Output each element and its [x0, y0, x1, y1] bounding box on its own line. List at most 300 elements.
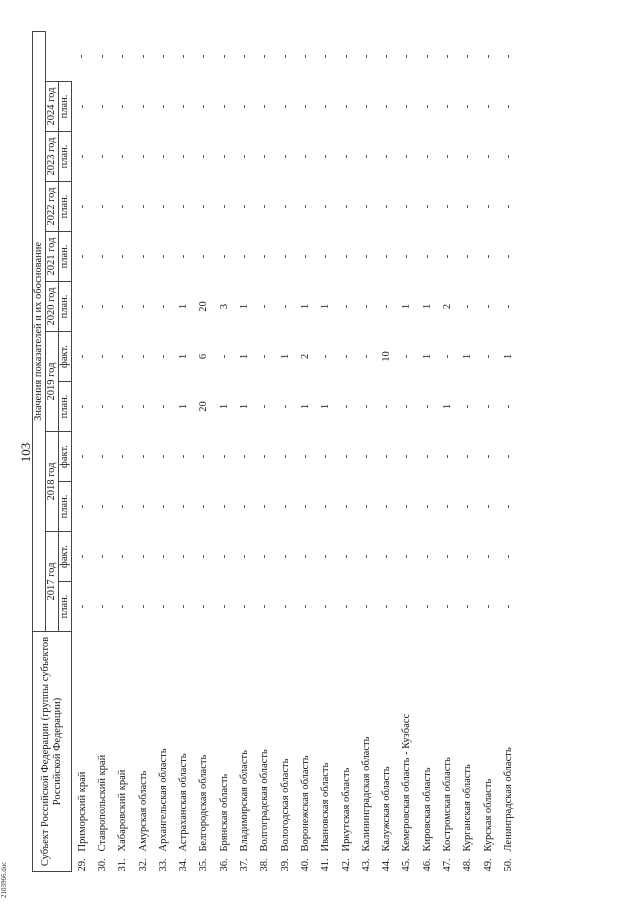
- value-cell: -: [198, 554, 210, 559]
- value-cell: 20: [198, 401, 210, 412]
- value-cell: -: [299, 104, 311, 109]
- value-cell: -: [401, 504, 413, 509]
- region-name: Кировская область: [421, 767, 433, 852]
- value-cell: -: [320, 104, 332, 109]
- value-cell: -: [462, 504, 474, 509]
- value-cell: -: [218, 204, 230, 209]
- value-cell: -: [401, 454, 413, 459]
- value-cell: -: [320, 254, 332, 259]
- value-cell: -: [117, 554, 129, 559]
- value-cell: -: [502, 204, 514, 209]
- value-cell: -: [76, 554, 88, 559]
- value-cell: 1: [502, 353, 514, 360]
- value-cell: 1: [178, 353, 190, 360]
- value-cell: -: [401, 554, 413, 559]
- table-row: [194, 31, 214, 871]
- region-name: Калужская область: [381, 766, 393, 852]
- value-cell: -: [218, 604, 230, 609]
- value-cell: -: [137, 504, 149, 509]
- value-cell: -: [441, 154, 453, 159]
- value-cell: -: [178, 104, 190, 109]
- value-cell: -: [96, 104, 108, 109]
- value-cell: -: [157, 304, 169, 309]
- value-cell: -: [279, 604, 291, 609]
- value-cell: -: [401, 254, 413, 259]
- row-number: 38.: [259, 858, 271, 872]
- row-number: 46.: [421, 858, 433, 872]
- plan-header: план.: [59, 382, 72, 432]
- row-number: 39.: [279, 858, 291, 872]
- value-cell: -: [320, 204, 332, 209]
- value-cell: -: [482, 54, 494, 59]
- value-cell: -: [117, 304, 129, 309]
- region-name: Приморский край: [76, 771, 88, 852]
- value-cell: -: [76, 104, 88, 109]
- table-row: [417, 31, 437, 871]
- value-cell: -: [340, 54, 352, 59]
- value-cell: -: [259, 204, 271, 209]
- region-name: Ивановская область: [320, 762, 332, 852]
- value-cell: 3: [218, 303, 230, 310]
- value-cell: -: [340, 504, 352, 509]
- value-cell: -: [218, 154, 230, 159]
- value-cell: -: [96, 354, 108, 359]
- row-number: 43.: [360, 858, 372, 872]
- row-number: 31.: [117, 858, 129, 872]
- value-cell: 1: [299, 403, 311, 410]
- table-row: [478, 31, 498, 871]
- value-cell: -: [320, 354, 332, 359]
- value-cell: -: [299, 254, 311, 259]
- value-cell: -: [482, 554, 494, 559]
- value-cell: -: [360, 404, 372, 409]
- value-cell: -: [259, 154, 271, 159]
- footer-filename: 2103966.doc: [0, 861, 8, 898]
- value-cell: -: [218, 254, 230, 259]
- value-cell: -: [157, 204, 169, 209]
- value-cell: -: [381, 454, 393, 459]
- value-cell: -: [239, 54, 251, 59]
- value-cell: -: [178, 254, 190, 259]
- value-cell: -: [381, 254, 393, 259]
- value-cell: -: [259, 504, 271, 509]
- value-cell: -: [381, 504, 393, 509]
- region-cell: [133, 632, 153, 872]
- row-number: 45.: [401, 858, 413, 872]
- value-cell: -: [157, 254, 169, 259]
- value-cell: -: [239, 154, 251, 159]
- value-cell: 20: [198, 301, 210, 312]
- value-cell: -: [137, 104, 149, 109]
- value-cell: -: [178, 54, 190, 59]
- value-cell: -: [96, 304, 108, 309]
- value-cell: -: [320, 554, 332, 559]
- value-cell: -: [360, 304, 372, 309]
- table-row: [356, 31, 376, 871]
- value-cell: -: [96, 554, 108, 559]
- region-cell: [113, 632, 133, 872]
- value-cell: -: [421, 204, 433, 209]
- value-cell: -: [320, 504, 332, 509]
- value-cell: -: [96, 54, 108, 59]
- value-cell: -: [381, 404, 393, 409]
- region-cell: [437, 632, 457, 872]
- value-cell: -: [117, 254, 129, 259]
- value-cell: -: [198, 104, 210, 109]
- value-cell: -: [299, 554, 311, 559]
- fact-header: факт.: [59, 432, 72, 482]
- value-cell: -: [259, 104, 271, 109]
- value-cell: -: [482, 204, 494, 209]
- value-cell: -: [320, 154, 332, 159]
- value-cell: -: [218, 354, 230, 359]
- value-cell: -: [401, 104, 413, 109]
- value-cell: -: [381, 104, 393, 109]
- value-cell: -: [96, 204, 108, 209]
- value-cell: -: [441, 254, 453, 259]
- value-cell: -: [178, 504, 190, 509]
- value-cell: -: [441, 604, 453, 609]
- value-cell: -: [462, 454, 474, 459]
- value-cell: -: [421, 154, 433, 159]
- row-number: 49.: [482, 858, 494, 872]
- value-cell: -: [117, 54, 129, 59]
- value-cell: -: [462, 604, 474, 609]
- value-cell: -: [381, 304, 393, 309]
- value-cell: -: [279, 254, 291, 259]
- row-number: 44.: [381, 858, 393, 872]
- value-cell: -: [401, 54, 413, 59]
- value-cell: -: [381, 154, 393, 159]
- row-number: 30.: [96, 858, 108, 872]
- value-cell: -: [239, 554, 251, 559]
- value-cell: -: [441, 104, 453, 109]
- value-cell: -: [259, 554, 271, 559]
- value-cell: -: [218, 54, 230, 59]
- year-header: 2017 год: [46, 532, 59, 632]
- value-cell: -: [96, 454, 108, 459]
- table-body: [72, 31, 519, 871]
- region-cell: [153, 632, 173, 872]
- region-cell: [376, 632, 396, 872]
- value-cell: -: [117, 104, 129, 109]
- region-name: Волгоградская область: [259, 749, 271, 852]
- value-cell: -: [198, 504, 210, 509]
- region-name: Курганская область: [462, 764, 474, 852]
- value-cell: -: [421, 604, 433, 609]
- value-cell: -: [96, 254, 108, 259]
- region-name: Костромская область: [441, 757, 453, 852]
- value-cell: -: [299, 204, 311, 209]
- region-name: Ленинградская область: [502, 747, 514, 852]
- fact-header: факт.: [59, 332, 72, 382]
- value-cell: -: [502, 454, 514, 459]
- value-cell: -: [462, 554, 474, 559]
- region-name: Брянская область: [218, 773, 230, 852]
- region-cell: [72, 632, 93, 872]
- value-cell: 1: [320, 403, 332, 410]
- value-cell: -: [340, 454, 352, 459]
- region-cell: [295, 632, 315, 872]
- value-cell: -: [482, 454, 494, 459]
- value-cell: -: [157, 104, 169, 109]
- value-cell: -: [76, 404, 88, 409]
- value-cell: -: [259, 404, 271, 409]
- value-cell: -: [441, 204, 453, 209]
- value-cell: 1: [320, 303, 332, 310]
- value-cell: -: [76, 454, 88, 459]
- region-cell: [92, 632, 112, 872]
- value-cell: -: [117, 154, 129, 159]
- value-cell: -: [218, 104, 230, 109]
- value-cell: -: [178, 604, 190, 609]
- value-cell: -: [299, 154, 311, 159]
- value-cell: -: [259, 304, 271, 309]
- region-name: Кемеровская область - Кузбасс: [401, 713, 413, 852]
- value-cell: 1: [178, 403, 190, 410]
- plan-header: план.: [59, 282, 72, 332]
- region-cell: [397, 632, 417, 872]
- value-cell: -: [360, 504, 372, 509]
- value-cell: -: [137, 604, 149, 609]
- region-cell: [275, 632, 295, 872]
- value-cell: -: [462, 154, 474, 159]
- group-title-header: Значения показателей и их обоснование: [33, 31, 46, 631]
- value-cell: -: [157, 404, 169, 409]
- value-cell: -: [76, 154, 88, 159]
- value-cell: -: [76, 254, 88, 259]
- value-cell: -: [441, 354, 453, 359]
- row-number: 42.: [340, 858, 352, 872]
- value-cell: -: [157, 354, 169, 359]
- value-cell: -: [482, 104, 494, 109]
- value-cell: -: [340, 404, 352, 409]
- value-cell: -: [401, 204, 413, 209]
- value-cell: -: [137, 254, 149, 259]
- value-cell: -: [482, 604, 494, 609]
- value-cell: -: [381, 204, 393, 209]
- value-cell: -: [218, 504, 230, 509]
- value-cell: -: [502, 104, 514, 109]
- value-cell: -: [239, 204, 251, 209]
- table-row: [316, 31, 336, 871]
- region-cell: [173, 632, 193, 872]
- value-cell: -: [502, 154, 514, 159]
- value-cell: -: [279, 304, 291, 309]
- value-cell: -: [482, 254, 494, 259]
- value-cell: -: [279, 104, 291, 109]
- value-cell: -: [381, 54, 393, 59]
- value-cell: -: [96, 504, 108, 509]
- value-cell: -: [178, 454, 190, 459]
- table-row: [498, 31, 518, 871]
- value-cell: 1: [421, 353, 433, 360]
- table-row: [72, 31, 93, 871]
- value-cell: -: [421, 454, 433, 459]
- value-cell: 1: [401, 303, 413, 310]
- value-cell: -: [137, 404, 149, 409]
- year-header: 2024 год: [46, 82, 59, 132]
- value-cell: -: [239, 504, 251, 509]
- value-cell: -: [279, 54, 291, 59]
- value-cell: -: [340, 154, 352, 159]
- value-cell: 2: [441, 303, 453, 310]
- value-cell: -: [299, 54, 311, 59]
- value-cell: -: [178, 204, 190, 209]
- value-cell: -: [239, 454, 251, 459]
- value-cell: -: [198, 454, 210, 459]
- value-cell: -: [360, 454, 372, 459]
- value-cell: 1: [299, 303, 311, 310]
- value-cell: -: [360, 554, 372, 559]
- value-cell: -: [320, 454, 332, 459]
- plan-header: план.: [59, 232, 72, 282]
- value-cell: 6: [198, 353, 210, 360]
- row-number: 33.: [157, 858, 169, 872]
- year-header: 2023 год: [46, 132, 59, 182]
- value-cell: -: [259, 454, 271, 459]
- value-cell: -: [279, 404, 291, 409]
- value-cell: -: [259, 604, 271, 609]
- value-cell: -: [421, 504, 433, 509]
- region-cell: [498, 632, 518, 872]
- value-cell: -: [137, 54, 149, 59]
- value-cell: 1: [279, 353, 291, 360]
- value-cell: -: [76, 604, 88, 609]
- table-row: [214, 31, 234, 871]
- region-name: Белгородская область: [198, 754, 210, 852]
- table-row: [275, 31, 295, 871]
- value-cell: -: [360, 354, 372, 359]
- row-number: 50.: [502, 858, 514, 872]
- value-cell: -: [421, 54, 433, 59]
- region-cell: [336, 632, 356, 872]
- value-cell: -: [299, 504, 311, 509]
- value-cell: -: [401, 154, 413, 159]
- table-row: [173, 31, 193, 871]
- value-cell: -: [178, 554, 190, 559]
- value-cell: -: [441, 504, 453, 509]
- row-number: 34.: [178, 858, 190, 872]
- table-row: [295, 31, 315, 871]
- row-number: 41.: [320, 858, 332, 872]
- value-cell: -: [279, 554, 291, 559]
- row-number: 40.: [299, 858, 311, 872]
- value-cell: -: [340, 204, 352, 209]
- row-number: 47.: [441, 858, 453, 872]
- table-row: [234, 31, 254, 871]
- value-cell: -: [401, 404, 413, 409]
- value-cell: -: [360, 604, 372, 609]
- value-cell: -: [482, 154, 494, 159]
- value-cell: -: [502, 554, 514, 559]
- value-cell: -: [360, 104, 372, 109]
- value-cell: -: [76, 54, 88, 59]
- value-cell: -: [137, 554, 149, 559]
- region-name: Вологодская область: [279, 758, 291, 852]
- row-number: 35.: [198, 858, 210, 872]
- row-number: 36.: [218, 858, 230, 872]
- value-cell: 1: [421, 303, 433, 310]
- plan-header: план.: [59, 182, 72, 232]
- value-cell: -: [157, 454, 169, 459]
- value-cell: -: [76, 504, 88, 509]
- value-cell: -: [279, 504, 291, 509]
- region-name: Архангельская область: [157, 748, 169, 852]
- plan-header: план.: [59, 582, 72, 632]
- table-row: [113, 31, 133, 871]
- value-cell: -: [462, 254, 474, 259]
- value-cell: -: [421, 404, 433, 409]
- table-row: [376, 31, 396, 871]
- table-row: [458, 31, 478, 871]
- value-cell: 10: [381, 351, 393, 362]
- value-cell: -: [259, 254, 271, 259]
- value-cell: -: [137, 354, 149, 359]
- value-cell: -: [502, 254, 514, 259]
- value-cell: -: [360, 154, 372, 159]
- value-cell: -: [96, 154, 108, 159]
- value-cell: 1: [178, 303, 190, 310]
- subject-header: Субъект Российской Федерации (группы субъектов Российской Федерации): [33, 632, 72, 872]
- region-cell: [316, 632, 336, 872]
- region-cell: [356, 632, 376, 872]
- table-row: [255, 31, 275, 871]
- value-cell: -: [502, 304, 514, 309]
- value-cell: -: [157, 604, 169, 609]
- value-cell: 1: [441, 403, 453, 410]
- value-cell: -: [340, 604, 352, 609]
- region-name: Иркутская область: [340, 767, 352, 852]
- row-number: 48.: [462, 858, 474, 872]
- region-cell: [458, 632, 478, 872]
- value-cell: -: [218, 554, 230, 559]
- year-header: 2021 год: [46, 232, 59, 282]
- table-row: [437, 31, 457, 871]
- value-cell: -: [279, 454, 291, 459]
- year-header: 2019 год: [46, 332, 59, 432]
- value-cell: -: [502, 604, 514, 609]
- year-header: 2018 год: [46, 432, 59, 532]
- plan-header: план.: [59, 132, 72, 182]
- plan-header: план.: [59, 482, 72, 532]
- region-name: Хабаровский край: [117, 769, 129, 852]
- value-cell: -: [401, 604, 413, 609]
- region-cell: [194, 632, 214, 872]
- plan-header: план.: [59, 82, 72, 132]
- value-cell: -: [239, 604, 251, 609]
- value-cell: -: [502, 54, 514, 59]
- value-cell: -: [76, 204, 88, 209]
- value-cell: -: [320, 604, 332, 609]
- row-number: 29.: [76, 858, 88, 872]
- value-cell: -: [178, 154, 190, 159]
- value-cell: -: [462, 104, 474, 109]
- region-name: Амурская область: [137, 770, 149, 852]
- value-cell: -: [482, 354, 494, 359]
- value-cell: -: [198, 604, 210, 609]
- value-cell: -: [421, 104, 433, 109]
- value-cell: -: [360, 204, 372, 209]
- value-cell: -: [76, 304, 88, 309]
- value-cell: -: [198, 254, 210, 259]
- value-cell: -: [117, 504, 129, 509]
- value-cell: -: [299, 604, 311, 609]
- row-number: 32.: [137, 858, 149, 872]
- value-cell: -: [401, 354, 413, 359]
- value-cell: -: [198, 154, 210, 159]
- value-cell: -: [76, 354, 88, 359]
